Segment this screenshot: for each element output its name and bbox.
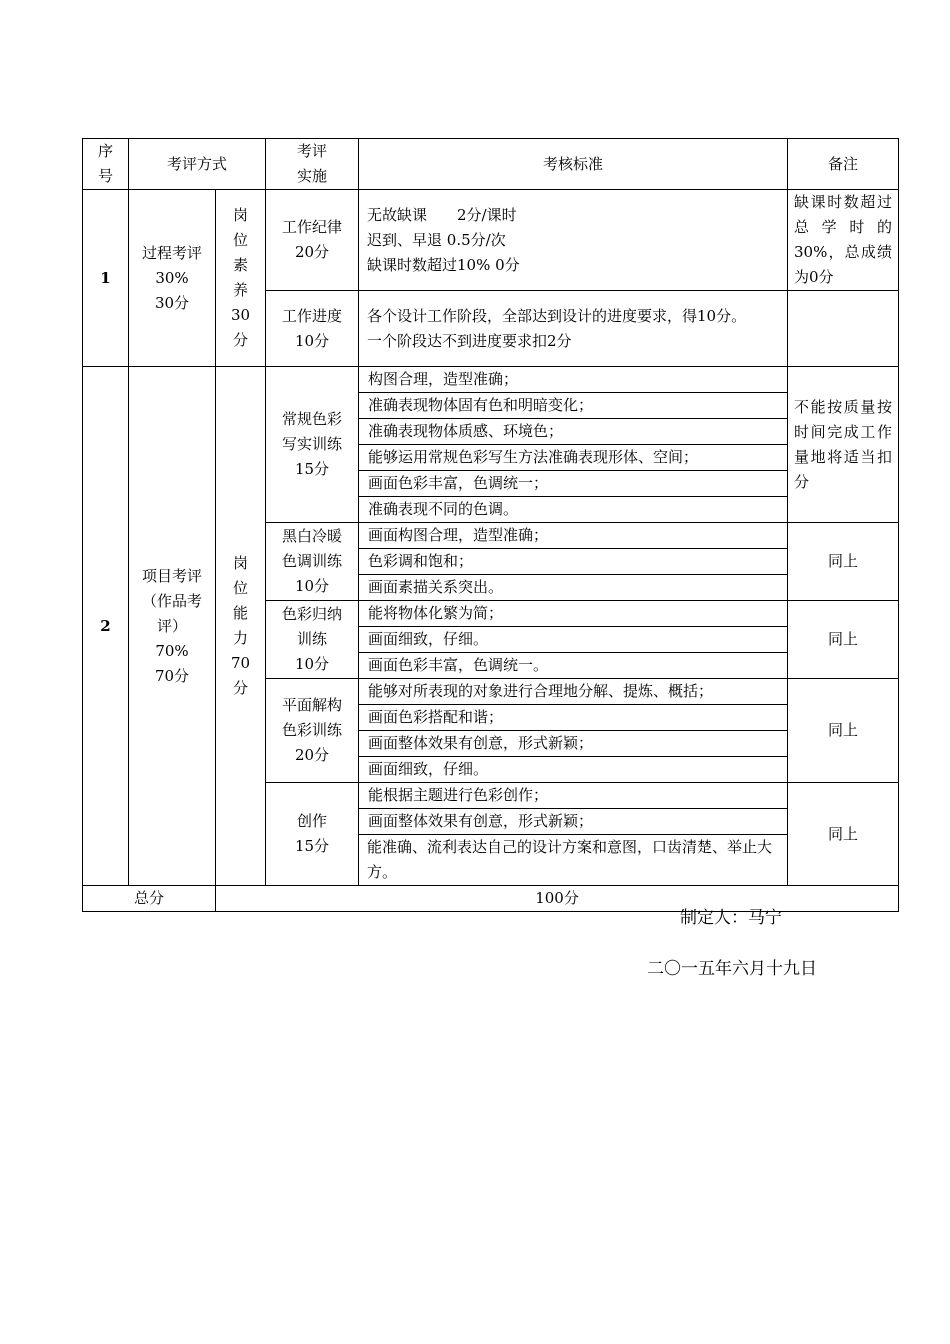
standard-cell: 准确表现物体质感、环境色； [359, 419, 788, 445]
total-label: 总分 [83, 886, 216, 912]
method-cell: 项目考评 （作品考 评） 70% 70分 [129, 367, 216, 886]
impl-cell: 创作 15分 [266, 783, 359, 886]
header-remark: 备注 [788, 139, 899, 190]
standard-cell: 能将物体化繁为简； [359, 601, 788, 627]
impl-cell: 色彩归纳 训练 10分 [266, 601, 359, 679]
standard-cell: 各个设计工作阶段，全部达到设计的进度要求，得10分。 一个阶段达不到进度要求扣2分 [359, 291, 788, 367]
standard-cell: 准确表现物体固有色和明暗变化； [359, 393, 788, 419]
standard-cell: 画面构图合理，造型准确； [359, 523, 788, 549]
header-impl: 考评 实施 [266, 139, 359, 190]
standard-cell: 画面整体效果有创意，形式新颖； [359, 809, 788, 835]
standard-cell: 画面色彩搭配和谐； [359, 705, 788, 731]
standard-cell: 画面细致，仔细。 [359, 627, 788, 653]
header-standard: 考核标准 [359, 139, 788, 190]
impl-cell: 平面解构 色彩训练 20分 [266, 679, 359, 783]
remark-cell: 不能按质量按时间完成工作量地将适当扣分 [788, 367, 899, 523]
impl-cell: 工作纪律 20分 [266, 190, 359, 291]
category-cell: 岗 位 素 养 30 分 [216, 190, 266, 367]
impl-cell: 黑白冷暖 色调训练 10分 [266, 523, 359, 601]
category-cell: 岗 位 能 力 70 分 [216, 367, 266, 886]
standard-cell: 能够运用常规色彩写生方法准确表现形体、空间； [359, 445, 788, 471]
standard-cell: 色彩调和饱和； [359, 549, 788, 575]
row-number: 2 [83, 367, 129, 886]
header-no: 序 号 [83, 139, 129, 190]
total-value: 100分 [216, 886, 899, 912]
author-signature: 制定人：马宁 [680, 908, 782, 928]
standard-cell: 能根据主题进行色彩创作； [359, 783, 788, 809]
document-date: 二〇一五年六月十九日 [647, 959, 817, 979]
remark-cell: 同上 [788, 601, 899, 679]
standard-cell: 准确表现不同的色调。 [359, 497, 788, 523]
standard-cell: 能够对所表现的对象进行合理地分解、提炼、概括； [359, 679, 788, 705]
remark-cell [788, 291, 899, 367]
table-row [83, 190, 899, 291]
standard-cell: 能准确、流利表达自己的设计方案和意图，口齿清楚、举止大方。 [359, 835, 788, 886]
remark-cell: 同上 [788, 523, 899, 601]
standard-cell: 画面素描关系突出。 [359, 575, 788, 601]
standard-cell: 画面色彩丰富，色调统一； [359, 471, 788, 497]
standard-cell: 画面色彩丰富，色调统一。 [359, 653, 788, 679]
row-number: 1 [83, 190, 129, 367]
impl-cell: 常规色彩 写实训练 15分 [266, 367, 359, 523]
table-row [83, 367, 899, 393]
header-row [83, 139, 899, 190]
impl-cell: 工作进度 10分 [266, 291, 359, 367]
remark-cell: 缺课时数超过总学时的30%，总成绩为0分 [788, 190, 899, 291]
method-cell: 过程考评 30% 30分 [129, 190, 216, 367]
header-method: 考评方式 [129, 139, 266, 190]
standard-cell: 画面细致，仔细。 [359, 757, 788, 783]
remark-cell: 同上 [788, 783, 899, 886]
remark-cell: 同上 [788, 679, 899, 783]
standard-cell: 无故缺课 2分/课时 迟到、早退 0.5分/次 缺课时数超过10% 0分 [359, 190, 788, 291]
assessment-table [82, 138, 899, 912]
standard-cell: 画面整体效果有创意，形式新颖； [359, 731, 788, 757]
standard-cell: 构图合理，造型准确； [359, 367, 788, 393]
